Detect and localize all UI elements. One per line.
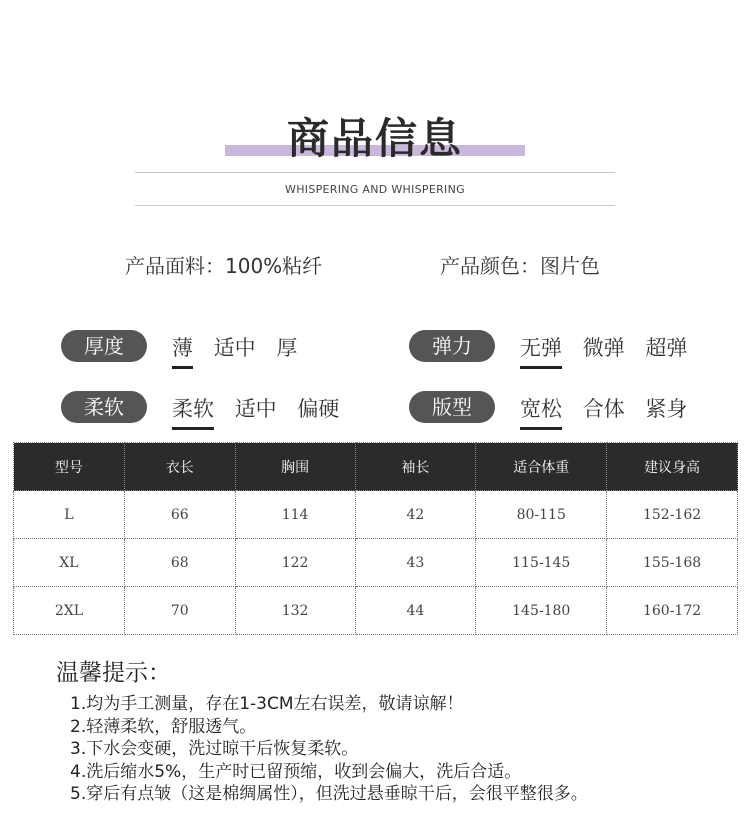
- property-row-2: [0, 391, 750, 431]
- table-cell: 68: [124, 539, 235, 587]
- tip-item: 3.下水会变硬，洗过晾干后恢复柔软。: [70, 739, 359, 759]
- table-cell: 70: [124, 587, 235, 635]
- header-length: 衣长: [124, 443, 235, 491]
- divider-top: [135, 172, 615, 173]
- spec-fabric-label: 产品面料 ：: [125, 254, 225, 278]
- tips-list: [70, 693, 588, 806]
- thickness-option-thick: 厚: [276, 336, 298, 360]
- table-cell: 145-180: [476, 587, 607, 635]
- table-cell: 44: [355, 587, 476, 635]
- tip-item: 5.穿后有点皱（这是棉绸属性），但洗过悬垂晾干后，会很平整很多。: [70, 784, 588, 804]
- tips-title: 温馨提示：: [56, 660, 171, 686]
- elasticity-options: [520, 332, 701, 369]
- spec-color: [440, 250, 600, 279]
- elasticity-option-super: 超弹: [645, 336, 688, 360]
- thickness-options: [172, 332, 311, 369]
- table-cell: 152-162: [607, 491, 738, 539]
- fit-option-slim: 紧身: [645, 397, 688, 421]
- header-sleeve: 袖长: [355, 443, 476, 491]
- divider-bottom: [135, 205, 615, 206]
- page-subtitle: WHISPERING AND WHISPERING: [285, 183, 465, 196]
- spec-fabric-value: 100%粘纤: [225, 254, 323, 278]
- thickness-badge: 厚度: [61, 330, 147, 362]
- tip-item: 1.均为手工测量，存在1-3CM左右误差，敬请谅解！: [70, 694, 464, 714]
- table-cell: 114: [235, 491, 355, 539]
- table-cell: 115-145: [476, 539, 607, 587]
- table-cell: 155-168: [607, 539, 738, 587]
- tip-item: 4.洗后缩水5%，生产时已留预缩，收到会偏大，洗后合适。: [70, 761, 522, 782]
- spec-color-value: 图片色: [540, 254, 600, 278]
- table-cell: 2XL: [14, 587, 125, 635]
- spec-color-label: 产品颜色 ：: [440, 254, 540, 278]
- size-table-header-row: [14, 443, 738, 491]
- elasticity-badge: 弹力: [409, 330, 495, 362]
- tip-item: 2.轻薄柔软，舒服透气。: [70, 716, 257, 737]
- section-header: [0, 100, 750, 163]
- table-cell: L: [14, 491, 125, 539]
- property-row-1: [0, 330, 750, 370]
- header-weight: 适合体重: [476, 443, 607, 491]
- table-row: [14, 539, 738, 587]
- header-size: 型号: [14, 443, 125, 491]
- fit-options: [520, 393, 701, 430]
- size-table: [13, 442, 738, 635]
- table-cell: XL: [14, 539, 125, 587]
- table-row: [14, 587, 738, 635]
- softness-option-soft: 柔软: [172, 393, 214, 430]
- thickness-option-thin: 薄: [172, 332, 193, 369]
- table-cell: 80-115: [476, 491, 607, 539]
- softness-option-hard: 偏硬: [297, 397, 340, 421]
- elasticity-option-none: 无弹: [520, 332, 562, 369]
- thickness-option-medium: 适中: [213, 336, 256, 360]
- table-cell: 66: [124, 491, 235, 539]
- fit-option-loose: 宽松: [520, 393, 562, 430]
- spec-fabric: [125, 250, 322, 279]
- table-cell: 42: [355, 491, 476, 539]
- elasticity-option-slight: 微弹: [582, 336, 625, 360]
- page-title: 商品信息: [286, 114, 463, 163]
- fit-option-regular: 合体: [582, 397, 625, 421]
- softness-options: [172, 393, 353, 430]
- table-cell: 122: [235, 539, 355, 587]
- fit-badge: 版型: [409, 391, 495, 423]
- table-cell: 43: [355, 539, 476, 587]
- header-height: 建议身高: [607, 443, 738, 491]
- header-chest: 胸围: [235, 443, 355, 491]
- table-cell: 132: [235, 587, 355, 635]
- softness-badge: 柔软: [61, 391, 147, 423]
- table-row: [14, 491, 738, 539]
- table-cell: 160-172: [607, 587, 738, 635]
- softness-option-medium: 适中: [234, 397, 277, 421]
